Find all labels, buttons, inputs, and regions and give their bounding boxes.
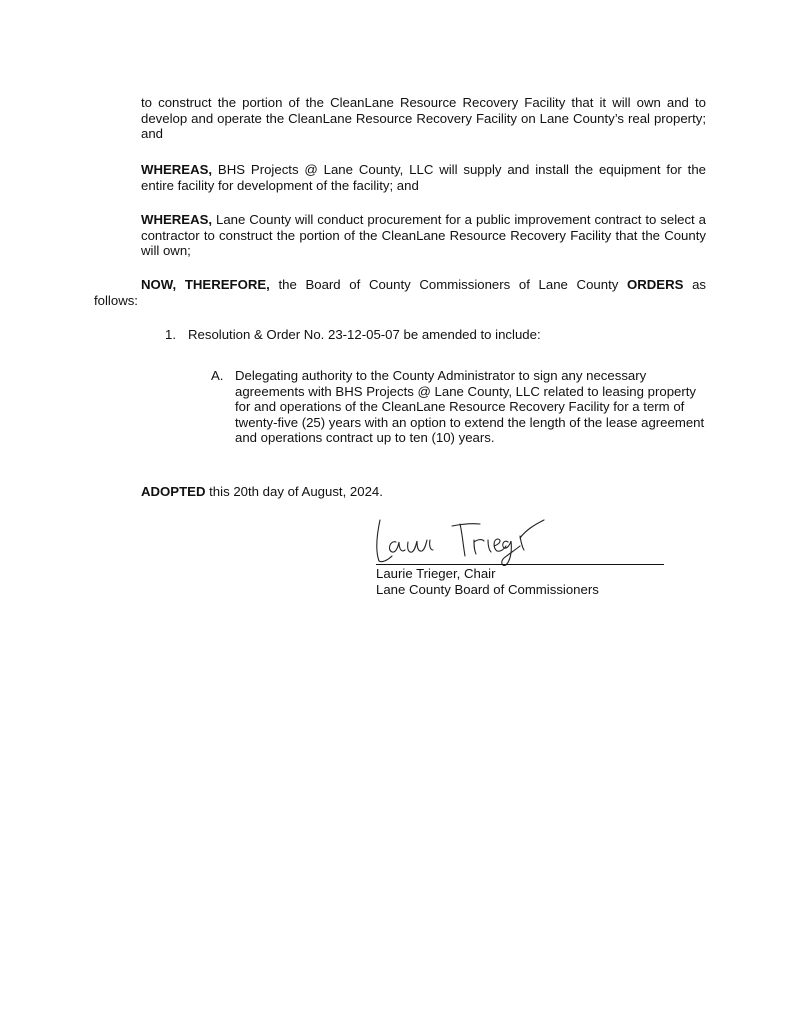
follows-text: follows:	[94, 293, 138, 308]
whereas-lead-2: WHEREAS,	[141, 212, 213, 227]
adopted-line	[141, 484, 706, 500]
now-therefore-line	[141, 277, 706, 293]
whereas-text-2: Lane County will conduct procurement for a public improvement contract to select a contractor to construct the portion of the CleanLane Resource Recovery Facility that the County will own;	[141, 212, 706, 259]
signer-title-line	[376, 582, 599, 598]
list-item-a	[211, 368, 711, 446]
follows-line	[94, 293, 138, 309]
orders-keyword: ORDERS	[627, 277, 684, 292]
signature-line	[376, 564, 664, 565]
now-therefore-tail: as	[683, 277, 707, 292]
signer-title: Lane County Board of Commissioners	[376, 582, 599, 597]
signature-block	[370, 512, 670, 567]
continuation-paragraph	[141, 95, 706, 142]
whereas-text-1: BHS Projects @ Lane County, LLC will supply and install the equipment for the entire facility for development of the facility; and	[141, 162, 706, 193]
list-item-a-letter: A.	[211, 368, 224, 383]
now-therefore-lead: NOW, THEREFORE,	[141, 277, 270, 292]
list-item-a-text: Delegating authority to the County Administrator to sign any necessary agreements with BHS Projects @ Lane County, LLC related to leasing property for and operations of the CleanLane Resource Recovery Facility for a term of twenty-five (25) years with an option to extend the length of the lease agreement and operations contract up to ten (10) years.	[235, 368, 705, 446]
continuation-text: to construct the portion of the CleanLane Resource Recovery Facility that it will own and to develop and operate the CleanLane Resource Recovery Facility on Lane County’s real property; and	[141, 95, 706, 142]
list-item-1	[165, 327, 541, 343]
whereas-paragraph-1	[141, 162, 706, 193]
signer-name: Laurie Trieger, Chair	[376, 566, 496, 581]
whereas-lead-1: WHEREAS,	[141, 162, 213, 177]
signer-name-line	[376, 566, 495, 582]
now-therefore-middle: the Board of County Commissioners of Lane County	[269, 277, 627, 292]
whereas-paragraph-2	[141, 212, 706, 259]
handwritten-signature	[370, 512, 670, 567]
list-item-1-number: 1.	[165, 327, 176, 342]
list-item-1-text: Resolution & Order No. 23-12-05-07 be amended to include:	[188, 327, 541, 342]
adopted-text: this 20th day of August, 2024.	[205, 484, 383, 499]
adopted-lead: ADOPTED	[141, 484, 206, 499]
